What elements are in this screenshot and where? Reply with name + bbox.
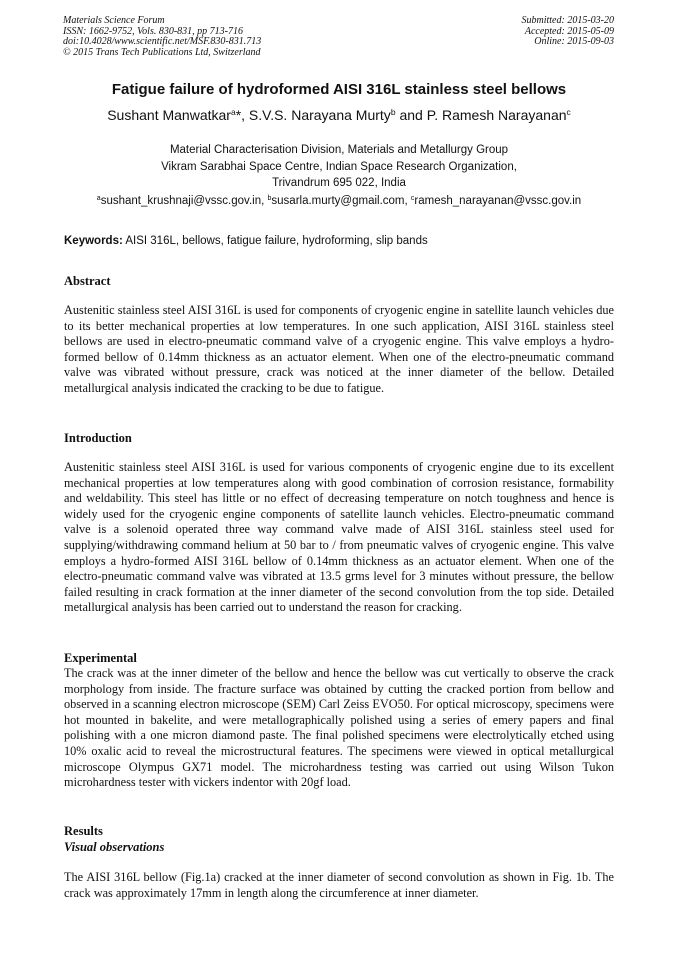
journal-header: [63, 16, 261, 58]
accepted-date: Accepted: 2015-05-09: [524, 25, 614, 37]
experimental-text: The crack was at the inner dimeter of the bellow and hence the bellow was cut vertically to observe the crack morphology from inside. The fracture surface was obtained by cutting the cracked portion from bellow and observed in a scanning electron microscope (SEM) Carl Zeiss EVO50. For optical microscopy, specimens were hot mounted in bakelite, and were metallographically polished using a series of emery papers and final polishing with a one micron diamond paste. The final polished specimens were electrolytically etched using 10% oxalic acid to reveal the microstructural features. The specimens were viewed in optical metallurgical microscope Olympus GX71 model. The microhardness testing was carried out using Wilson Tukon microhardness tester with vickers indentor with 20gf load.: [64, 666, 614, 790]
keywords: [64, 235, 624, 247]
experimental-heading: Experimental: [64, 651, 137, 665]
introduction-text: Austenitic stainless steel AISI 316L is used for various components of cryogenic engine due to its excellent mechanical properties at low temperatures along with good combination of corrosion resistance, formability and weldability. This steel has little or no effect of decreasing temperature on notch toughness and hence is widely used for the cryogenic engine components of satellite launch vehicles. Electro-pneumatic command valve is a solenoid operated three way command valve made of AISI 316L stainless steel used for supplying/withdrawing command helium at 50 bar to / from pneumatic valves of cryogenic engine. This valve employs a hydro-formed AISI 316L bellow of 0.14mm thickness as an actuator element. When one of the electro-pneumatic command valve was vibrated at 13.5 grms level for 3 minutes without pressure, the bellow failed resulting in crack formation at the inner diameter of the second convolution from the top side. Detailed metallurgical analysis has been carried out to understand the reason for cracking.: [64, 460, 614, 615]
keywords-label: Keywords:: [64, 235, 123, 247]
introduction-heading: Introduction: [64, 431, 132, 445]
journal-issn: ISSN: 1662-9752, Vols. 830-831, pp 713-716: [63, 25, 243, 37]
results-text: The AISI 316L bellow (Fig.1a) cracked at the inner diameter of second convolution as shown in Fig. 1b. The crack was approximately 17mm in length along the circumference at inner diameter.: [64, 870, 614, 900]
journal-doi[interactable]: doi:10.4028/www.scientific.net/MSF.830-831.713: [63, 36, 262, 48]
corresponding-author-mark: *: [235, 107, 242, 123]
author-conjunction: and: [399, 107, 423, 123]
submitted-date: Submitted: 2015-03-20: [521, 15, 614, 26]
affiliation-line: Vikram Sarabhai Space Centre, Indian Space Research Organization,: [161, 160, 517, 173]
author-name: Sushant Manwatkar: [107, 107, 231, 123]
author-list: Sushant Manwatkar$^a$*, S.V.S. Narayana Murty$^b$ and P. Ramesh Narayanan$^c$: [107, 107, 571, 123]
journal-copyright: © 2015 Trans Tech Publications Ltd, Switzerland: [63, 46, 261, 58]
email-superscript: c: [410, 195, 415, 202]
email-link[interactable]: ramesh_narayanan@vssc.gov.in: [414, 195, 582, 207]
keywords-text: AISI 316L, bellows, fatigue failure, hydroforming, slip bands: [125, 235, 428, 247]
results-subheading: Visual observations: [64, 840, 165, 854]
abstract-text: Austenitic stainless steel AISI 316L is used for components of cryogenic engine in satellite launch vehicles due to its better mechanical properties at low temperatures. In one such application, AISI 316L stainless steel bellows are used in electro-pneumatic command valve of a cryogenic engine. This valve employs a hydro-formed bellow of 0.14mm thickness as an actuator element. When one of the electro-pneumatic command valve was vibrated without pressure, crack was noticed at the inner diameter of the bellow. Detailed metallurgical analysis indicated the cracking to be due to fatigue.: [64, 303, 614, 395]
email-link[interactable]: susarla.murty@gmail.com,: [271, 195, 408, 207]
author-superscript: b: [390, 107, 396, 117]
journal-name: Materials Science Forum: [63, 15, 165, 26]
author-name: P. Ramesh Narayanan: [426, 107, 567, 123]
email-link[interactable]: sushant_krushnaji@vssc.gov.in,: [100, 195, 265, 207]
affiliation-line: Trivandrum 695 022, India: [272, 177, 406, 189]
author-emails: [0, 195, 678, 207]
results-heading: Results: [64, 824, 103, 838]
affiliation-line: Material Characterisation Division, Materials and Metallurgy Group: [169, 144, 509, 156]
author-name: S.V.S. Narayana Murty: [248, 107, 391, 123]
abstract-heading: Abstract: [64, 274, 111, 288]
email-superscript: b: [267, 195, 272, 202]
author-superscript: c: [566, 107, 571, 117]
author-superscript: a: [230, 107, 236, 117]
paper-title: Fatigue failure of hydroformed AISI 316L stainless steel bellows: [111, 81, 567, 98]
affiliation: [0, 142, 678, 192]
email-superscript: a: [96, 195, 101, 202]
online-date: Online: 2015-09-03: [534, 36, 614, 48]
dates-header: [522, 16, 615, 48]
